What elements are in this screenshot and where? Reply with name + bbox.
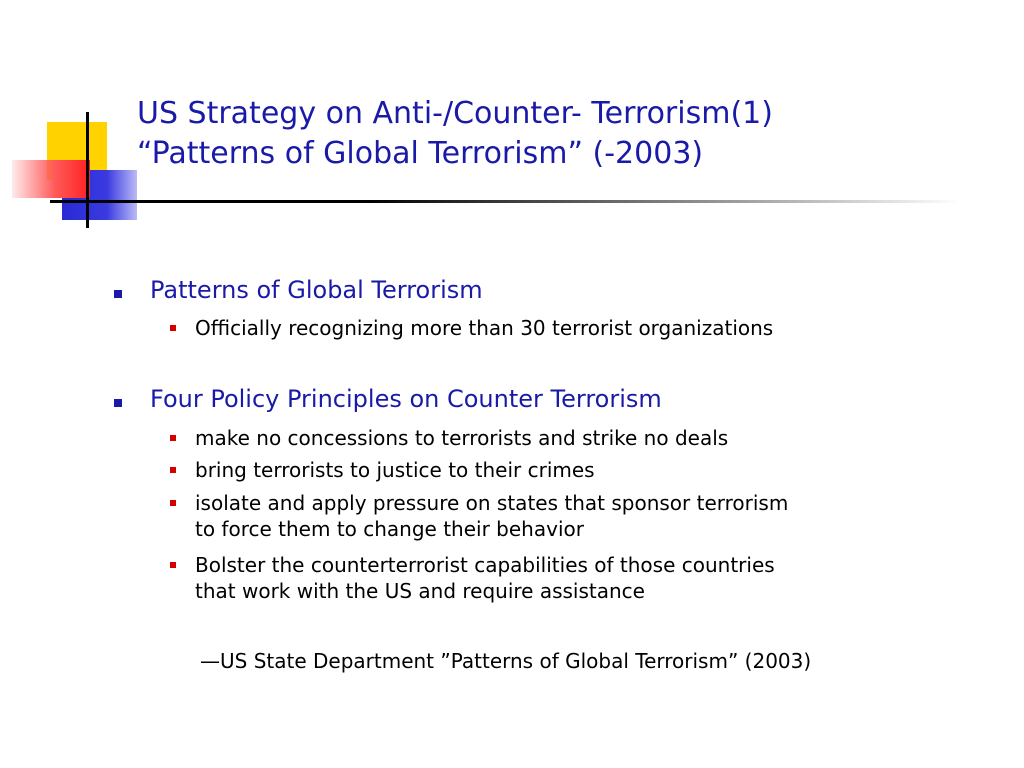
list-item: Officially recognizing more than 30 terrorist organizations xyxy=(195,316,774,340)
list-item: bring terrorists to justice to their crimes xyxy=(195,458,595,482)
bullet-square-icon xyxy=(170,467,176,473)
list-item-continuation: to force them to change their behavior xyxy=(195,517,584,541)
bullet-square-icon xyxy=(170,500,176,506)
bullet-square-icon xyxy=(170,325,176,331)
title-line-1: US Strategy on Anti-/Counter- Terrorism(1) xyxy=(137,96,773,131)
list-item: isolate and apply pressure on states that sponsor terrorism xyxy=(195,491,789,515)
section-heading: Patterns of Global Terrorism xyxy=(150,276,483,304)
list-item-continuation: that work with the US and require assistance xyxy=(195,579,645,603)
bullet-square-icon xyxy=(114,290,122,298)
source-quote: —US State Department ”Patterns of Global Terrorism” (2003) xyxy=(200,649,812,673)
bullet-square-icon xyxy=(170,435,176,441)
section-heading: Four Policy Principles on Counter Terrorism xyxy=(150,385,662,413)
bullet-square-icon xyxy=(170,562,176,568)
list-item: make no concessions to terrorists and strike no deals xyxy=(195,426,729,450)
list-item: Bolster the counterterrorist capabilities of those countries xyxy=(195,553,775,577)
bullet-square-icon xyxy=(114,399,122,407)
title-line-2: “Patterns of Global Terrorism” (-2003) xyxy=(137,136,704,171)
